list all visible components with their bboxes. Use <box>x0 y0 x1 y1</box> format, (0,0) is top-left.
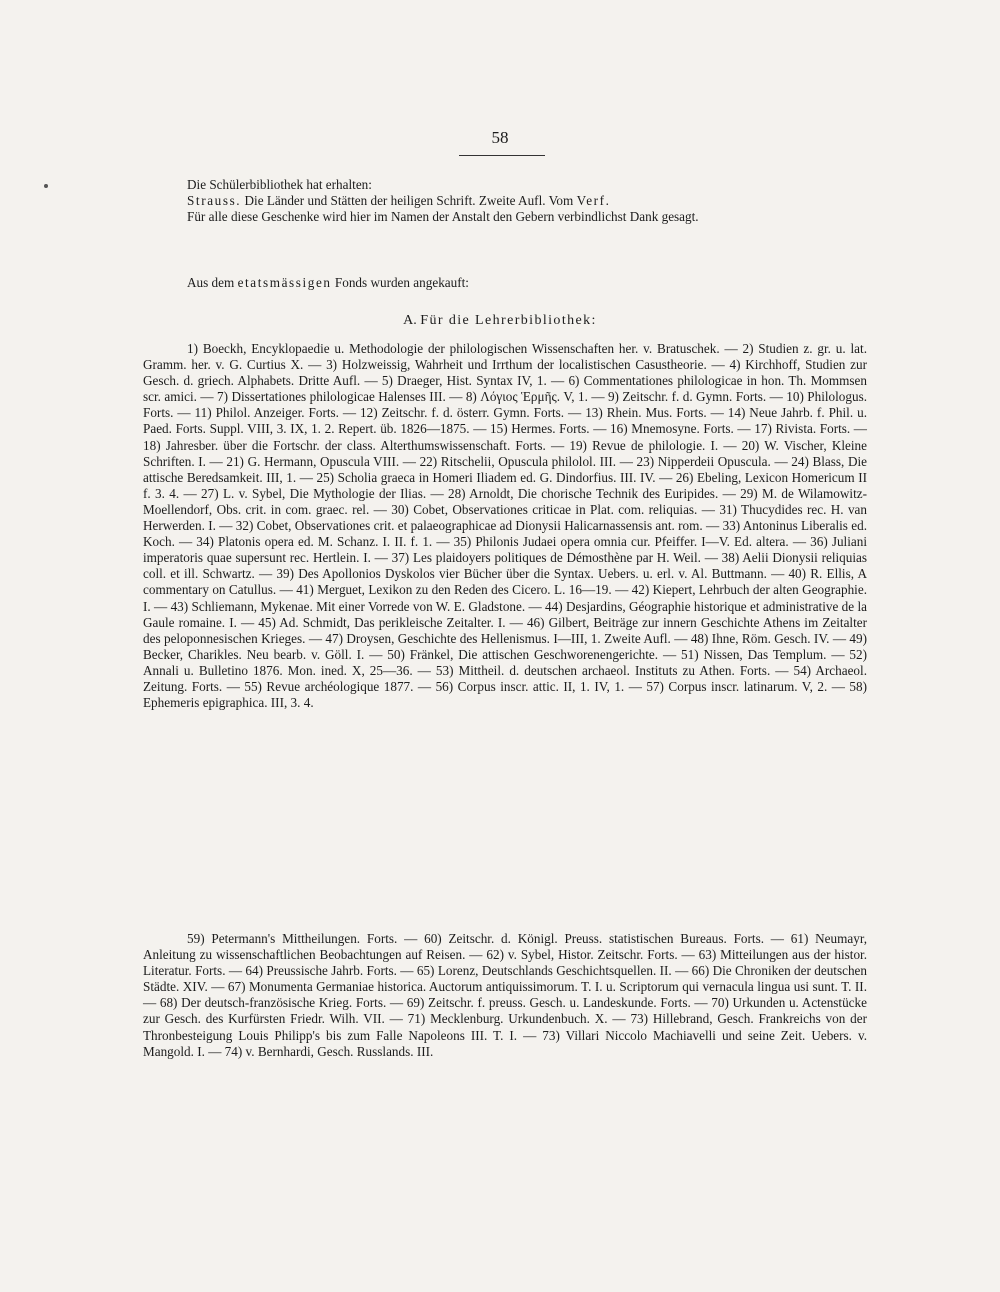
section-heading <box>0 313 1000 329</box>
author-verf: Verf. <box>576 193 611 209</box>
intro-line-2 <box>143 193 867 209</box>
print-speck <box>44 184 48 188</box>
book-list-paragraph-2: 59) Petermann's Mittheilungen. Forts. — 60) Zeitschr. d. Königl. Preuss. statistischen Bureaus. Forts. — 61) Neumayr, Anleitung zu wissenschaftlichen Beobachtungen auf Reisen. — 62) v. Sybel, Histor. Zeitschr. Forts. — 63) Mitteilungen aus der histor. Literatur. Forts. — 64) Preussische Jahrb. Forts. — 65) Lorenz, Deutschlands Geschichtsquellen. II. — 66) Die Chroniken der deutschen Städte. XIV. — 67) Monumenta Germaniae historica. Auctorum antiquissimorum. T. I. u. Scriptorum qui vernacula lingua usi sunt. T. II. — 68) Der deutsch-französische Krieg. Forts. — 69) Zeitschr. f. preuss. Gesch. u. Landeskunde. Forts. — 70) Urkunden u. Actenstücke zur Gesch. des Kurfürsten Friedr. Wilh. VII. — 71) Mecklenburg. Urkundenbuch. X. — 73) Hillebrand, Gesch. Frankreichs von der Thronbesteigung Louis Philipp's bis zum Falle Napoleons III. T. I. — 73) Villari Niccolo Machiavelli und seine Zeit. Uebers. v. Mangold. I. — 74) v. Bernhardi, Gesch. Russlands. III. <box>143 931 867 1059</box>
author-name: Strauss. <box>187 193 242 209</box>
fonds-text-a: Aus dem <box>187 275 238 290</box>
page-number: 58 <box>491 128 509 147</box>
intro-line-1: Die Schülerbibliothek hat erhalten: <box>187 177 372 192</box>
section-title: Für die Lehrerbibliothek: <box>420 313 597 328</box>
book-list-part-1 <box>143 341 867 711</box>
page-number-rule <box>459 155 545 156</box>
thanks-paragraph: Für alle diese Geschenke wird hier im Namen der Anstalt den Gebern verbindlichst Dank gesagt. <box>187 209 699 225</box>
intro-block <box>143 177 867 225</box>
intro-line-2-text: Die Länder und Stätten der heiligen Schrift. Zweite Aufl. Vom <box>241 193 577 209</box>
fonds-spaced: etatsmässigen <box>237 275 332 290</box>
book-list-part-2 <box>143 931 867 1060</box>
fonds-line <box>143 275 867 291</box>
fonds-text-b: Fonds wurden angekauft: <box>331 275 469 290</box>
book-list-paragraph-1: 1) Boeckh, Encyklopaedie u. Methodologie der philologischen Wissenschaften her. v. Bratuschek. — 2) Studien z. gr. u. lat. Gramm. her. v. G. Curtius X. — 3) Holzweissig, Wahrheit und Irrthum der localistischen Casustheorie. — 4) Kirchhoff, Studien zur Gesch. d. griech. Alphabets. Dritte Aufl. — 5) Draeger, Hist. Syntax IV, 1. — 6) Commentationes philologicae in hon. Th. Mommsen scr. amici. — 7) Dissertationes philologicae Halenses III. — 8) Λόγιος Ἑρμῆς. V, 1. — 9) Zeitschr. f. d. Gymn. Forts. — 10) Philologus. Forts. — 11) Philol. Anzeiger. Forts. — 12) Zeitschr. f. d. österr. Gymn. Forts. — 13) Rhein. Mus. Forts. — 14) Neue Jahrb. f. Phil. u. Paed. Forts. Suppl. VIII, 3. IX, 1. 2. Repert. üb. 1826—1875. — 15) Hermes. Forts. — 16) Mnemosyne. Forts. — 17) Rivista. Forts. — 18) Jahresber. über die Fortschr. der class. Alterthumswissenschaft. Forts. — 19) Revue de philologie. I. — 20) W. Vischer, Kleine Schriften. I. — 21) G. Hermann, Opuscula VIII. — 22) Ritschelii, Opuscula philolol. III. — 23) Nipperdeii Opuscula. — 24) Blass, Die attische Beredsamkeit. III, 1. — 25) Scholia graeca in Homeri Iliadem ed. G. Dindorfius. III. IV. — 26) Ebeling, Lexicon Homericum II f. 3. 4. — 27) L. v. Sybel, Die Mythologie der Ilias. — 28) Arnoldt, Die chorische Technik des Euripides. — 29) M. de Wilamowitz-Moellendorf, Obs. crit. in com. graec. rel. — 30) Cobet, Observationes criticae in Plat. com. reliquias. — 31) Thucydides rec. H. van Herwerden. I. — 32) Cobet, Observationes crit. et palaeographicae ad Dionysii Halicarnassensis ant. rom. — 33) Antoninus Liberalis ed. Koch. — 34) Platonis opera ed. M. Schanz. I. II. f. 1. — 35) Philonis Judaei opera omnia cur. Pfeiffer. I—V. Ed. altera. — 36) Juliani imperatoris quae supersunt rec. Hertlein. I. — 37) Les plaidoyers politiques de Démosthène par H. Weil. — 38) Aelii Dionysii reliquias coll. et ill. Schwartz. — 39) Des Apollonios Dyskolos vier Bücher über die Syntax. Uebers. u. erl. v. Al. Buttmann. — 40) R. Ellis, A commentary on Catullus. — 41) Merguet, Lexikon zu den Reden des Cicero. L. 16—19. — 42) Kiepert, Lehrbuch der alten Geographie. I. — 43) Schliemann, Mykenae. Mit einer Vorrede von W. E. Gladstone. — 44) Desjardins, Géographie historique et administrative de la Gaule romaine. I. — 45) Ad. Schmidt, Das perikleische Zeitalter. I. — 46) Gilbert, Beiträge zur innern Geschichte Athens im Zeitalter des peloponnesischen Krieges. — 47) Droysen, Geschichte des Hellenismus. I—III, 1. Zweite Aufl. — 48) Ihne, Röm. Gesch. IV. — 49) Becker, Charikles. Neu bearb. v. Göll. I. — 50) Fränkel, Die attischen Geschworenengerichte. — 51) Nissen, Das Templum. — 52) Annali u. Bulletino 1876. Mon. ined. X, 25—36. — 53) Mittheil. d. deutschen archaeol. Instituts zu Athen. Forts. — 54) Archaeol. Zeitung. Forts. — 55) Revue archéologique 1877. — 56) Corpus inscr. attic. II, 1. IV, 1. — 57) Corpus inscr. latinarum. V, 2. — 58) Ephemeris epigraphica. III, 3. 4. <box>143 341 867 711</box>
section-letter: A. <box>403 313 417 328</box>
